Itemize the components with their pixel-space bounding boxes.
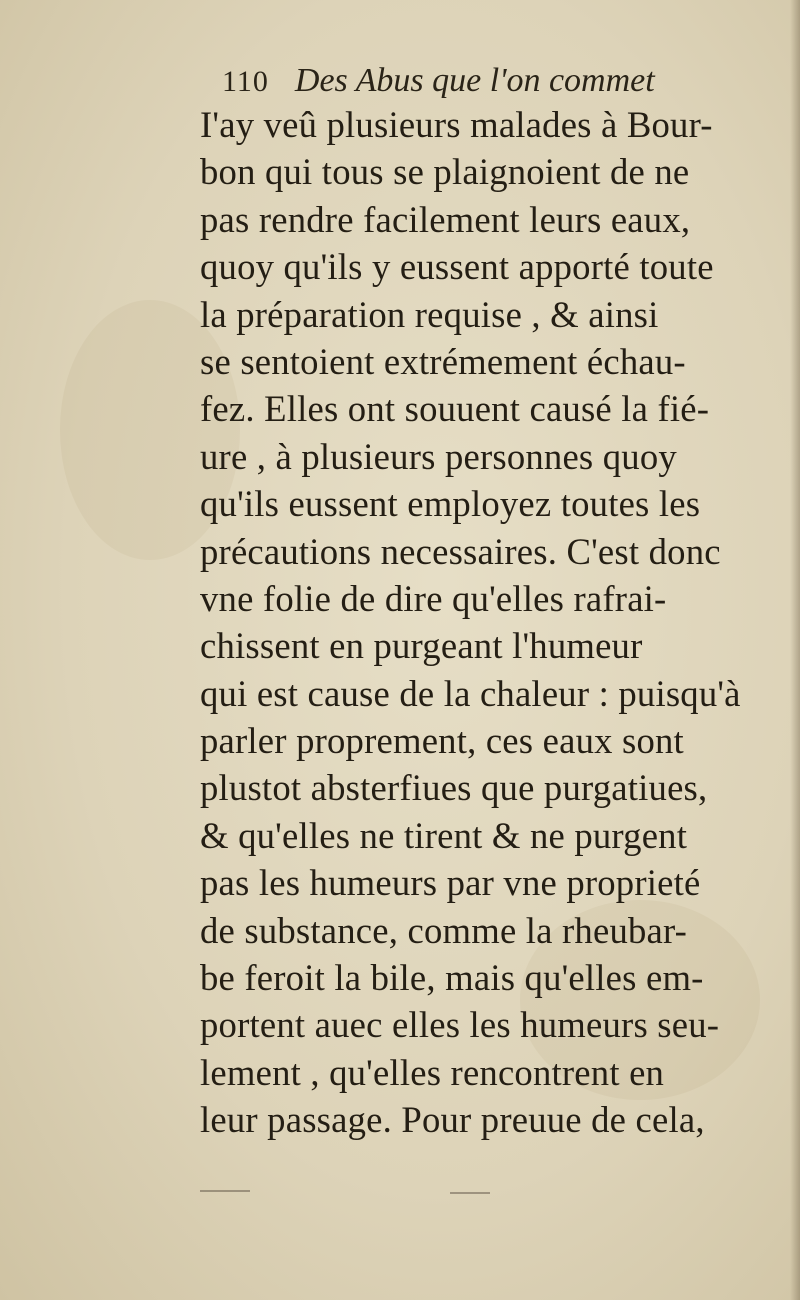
text-line: leur passage. Pour preuue de cela, bbox=[200, 1100, 705, 1142]
page-number: 110 bbox=[222, 65, 269, 98]
text-line: & qu'elles ne tirent & ne purgent bbox=[200, 815, 688, 857]
text-line: portent auec elles les humeurs seu- bbox=[200, 1005, 720, 1047]
text-line: vne folie de dire qu'elles rafrai- bbox=[200, 578, 667, 620]
ink-smudge bbox=[200, 1190, 250, 1192]
text-line: quoy qu'ils y eussent apporté toute bbox=[200, 247, 714, 289]
text-line: de substance, comme la rheubar- bbox=[200, 910, 688, 952]
text-line: fez. Elles ont souuent causé la fié- bbox=[200, 389, 710, 431]
text-line: lement , qu'elles rencontrent en bbox=[200, 1052, 665, 1094]
text-line: qu'ils eussent employez toutes les bbox=[200, 484, 701, 526]
text-line: plustot absterfiues que purgatiues, bbox=[200, 768, 708, 810]
text-line: qui est cause de la chaleur : puisqu'à bbox=[200, 673, 741, 715]
text-line: be feroit la bile, mais qu'elles em- bbox=[200, 958, 704, 1000]
page-edge-shadow bbox=[790, 0, 800, 1300]
text-line: I'ay veû plusieurs malades à Bour- bbox=[200, 105, 713, 146]
text-line: la préparation requise , & ainsi bbox=[200, 294, 659, 336]
ink-smudge bbox=[450, 1192, 490, 1194]
text-line: bon qui tous se plaignoient de ne bbox=[200, 152, 690, 194]
body-text bbox=[200, 102, 770, 1145]
text-line: pas les humeurs par vne proprieté bbox=[200, 863, 701, 905]
text-line: parler proprement, ces eaux sont bbox=[200, 721, 684, 763]
text-line: se sentoient extrémement échau- bbox=[200, 341, 686, 383]
text-line: ure , à plusieurs personnes quoy bbox=[200, 436, 677, 478]
text-line: pas rendre facilement leurs eaux, bbox=[200, 199, 691, 241]
running-title: Des Abus que l'on commet bbox=[294, 62, 655, 99]
text-line: précautions necessaires. C'est donc bbox=[200, 531, 721, 573]
text-line: chissent en purgeant l'humeur bbox=[200, 626, 643, 668]
